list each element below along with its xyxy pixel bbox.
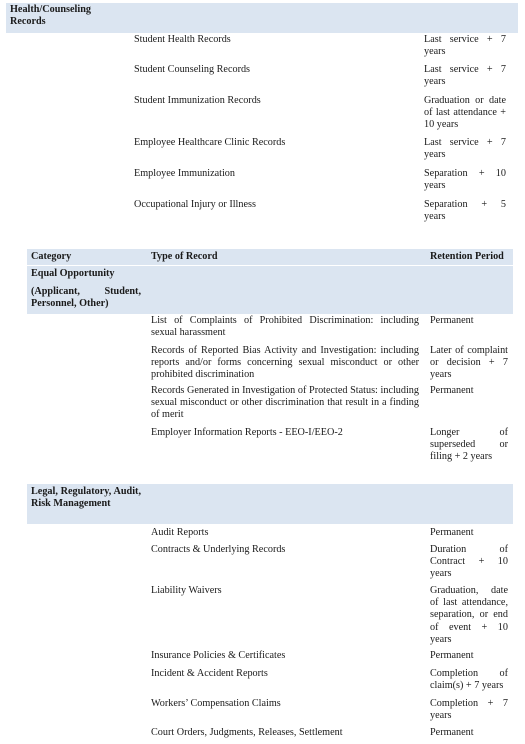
header-type-of-record: Type of Record bbox=[151, 251, 218, 262]
retention-period: Last service + 7 years bbox=[424, 137, 506, 161]
record-type: Incident & Accident Reports bbox=[151, 668, 268, 679]
record-type: Employee Healthcare Clinic Records bbox=[134, 137, 286, 148]
retention-period: Longer of superseded or filing + 2 years bbox=[430, 427, 508, 463]
retention-period: Completion + 7 years bbox=[430, 698, 508, 722]
record-type: List of Complaints of Prohibited Discrimination: including sexual harassment bbox=[151, 315, 419, 339]
retention-period: Graduation or date of last attendance + 10 years bbox=[424, 95, 506, 131]
retention-period: Permanent bbox=[430, 650, 474, 661]
record-type: Student Health Records bbox=[134, 34, 231, 45]
record-type: Student Counseling Records bbox=[134, 64, 251, 75]
retention-period: Permanent bbox=[430, 727, 474, 738]
record-type: Employer Information Reports - EEO-I/EEO-2 bbox=[151, 427, 343, 438]
retention-period: Last service + 7 years bbox=[424, 34, 506, 58]
record-type: Audit Reports bbox=[151, 527, 209, 538]
record-type: Court Orders, Judgments, Releases, Settlement bbox=[151, 727, 343, 738]
health-category-label: Health/Counseling Records bbox=[10, 4, 91, 28]
retention-period: Duration of Contract + 10 years bbox=[430, 544, 508, 580]
equal-opportunity-subcategory: (Applicant, Student, Personnel, Other) bbox=[31, 286, 141, 310]
record-type: Liability Waivers bbox=[151, 585, 222, 596]
record-type: Contracts & Underlying Records bbox=[151, 544, 286, 555]
record-type: Student Immunization Records bbox=[134, 95, 261, 106]
record-type: Records of Reported Bias Activity and Investigation: including reports and/or forms concerning sexual misconduct or other prohibited discrimination bbox=[151, 345, 419, 381]
record-type: Occupational Injury or Illness bbox=[134, 199, 256, 210]
retention-period: Completion of claim(s) + 7 years bbox=[430, 668, 508, 692]
legal-category-label: Legal, Regulatory, Audit, Risk Management bbox=[31, 486, 141, 510]
record-type: Employee Immunization bbox=[134, 168, 235, 179]
retention-period: Permanent bbox=[430, 527, 474, 538]
record-type: Insurance Policies & Certificates bbox=[151, 650, 286, 661]
record-type: Records Generated in Investigation of Protected Status: including sexual misconduct or other discrimination that result in a finding of merit bbox=[151, 385, 419, 421]
retention-period: Separation + 5 years bbox=[424, 199, 506, 223]
retention-period: Last service + 7 years bbox=[424, 64, 506, 88]
retention-period: Permanent bbox=[430, 315, 474, 326]
retention-period: Separation + 10 years bbox=[424, 168, 506, 192]
equal-opportunity-label: Equal Opportunity bbox=[31, 268, 115, 279]
retention-period: Graduation, date of last attendance, separation, or end of event + 10 years bbox=[430, 585, 508, 645]
header-category: Category bbox=[31, 251, 72, 262]
retention-period: Permanent bbox=[430, 385, 474, 396]
retention-period: Later of complaint or decision + 7 years bbox=[430, 345, 508, 381]
header-retention-period: Retention Period bbox=[430, 251, 504, 262]
record-type: Workers’ Compensation Claims bbox=[151, 698, 281, 709]
